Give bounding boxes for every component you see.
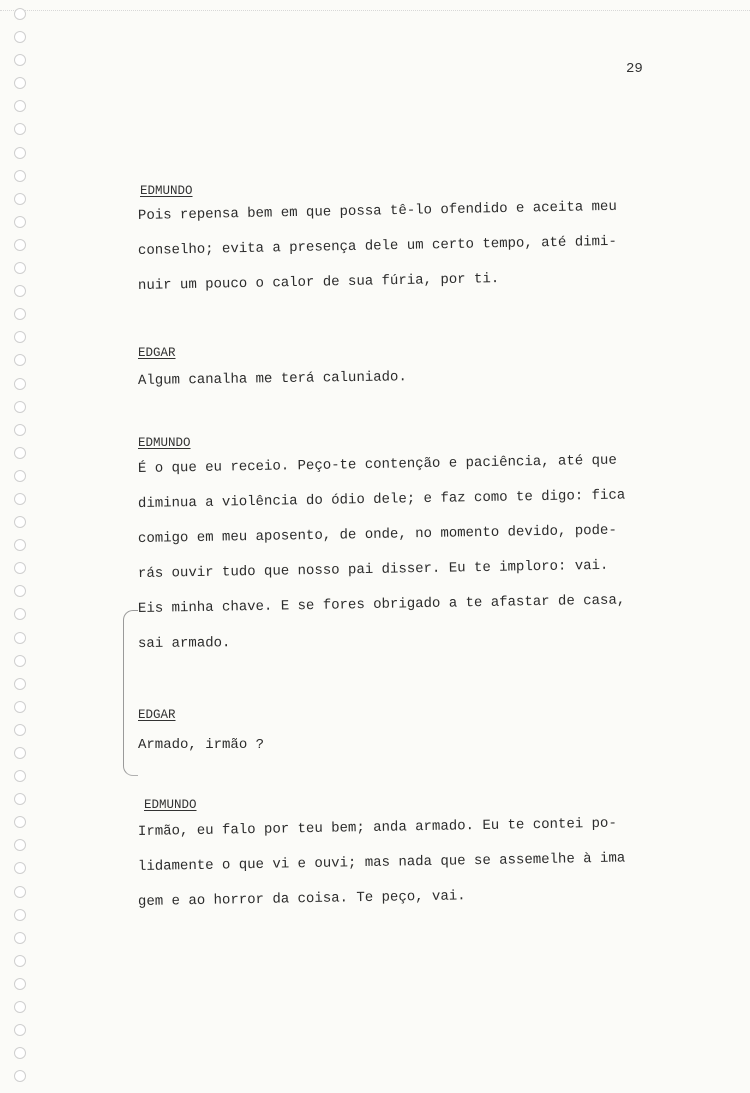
binding-holes	[14, 8, 36, 1093]
dialogue-line: Irmão, eu falo por teu bem; anda armado. Eu te contei po-	[137, 815, 617, 840]
speaker-name: EDMUNDO	[138, 436, 191, 450]
binding-hole	[14, 816, 26, 828]
dialogue-line: gem e ao horror da coisa. Te peço, vai.	[137, 888, 466, 910]
binding-hole	[14, 170, 26, 182]
binding-hole	[14, 354, 26, 366]
binding-hole	[14, 447, 26, 459]
binding-hole	[14, 1070, 26, 1082]
speaker-name: EDMUNDO	[140, 184, 193, 198]
binding-hole	[14, 54, 26, 66]
binding-hole	[14, 8, 26, 20]
dialogue-block-3	[138, 436, 698, 652]
dialogue-line: rás ouvir tudo que nosso pai disser. Eu te imploro: vai.	[137, 557, 609, 582]
binding-hole	[14, 1047, 26, 1059]
binding-hole	[14, 632, 26, 644]
binding-hole	[14, 331, 26, 343]
margin-bracket-mark	[123, 610, 138, 776]
binding-hole	[14, 77, 26, 89]
binding-hole	[14, 585, 26, 597]
dialogue-block-1	[138, 184, 698, 294]
binding-hole	[14, 932, 26, 944]
dialogue-line: diminua a violência do ódio dele; e faz como te digo: fica	[137, 487, 626, 512]
binding-hole	[14, 424, 26, 436]
binding-hole	[14, 285, 26, 297]
binding-hole	[14, 539, 26, 551]
dialogue-block-2	[138, 346, 698, 389]
binding-hole	[14, 909, 26, 921]
dialogue-line: nuir um pouco o calor de sua fúria, por ti.	[137, 271, 500, 294]
dialogue-line: Eis minha chave. E se fores obrigado a te afastar de casa,	[137, 592, 626, 617]
dialogue-line: Armado, irmão ?	[138, 737, 265, 753]
binding-hole	[14, 308, 26, 320]
binding-hole	[14, 655, 26, 667]
binding-hole	[14, 770, 26, 782]
binding-hole	[14, 31, 26, 43]
binding-hole	[14, 401, 26, 413]
binding-hole	[14, 562, 26, 574]
binding-hole	[14, 100, 26, 112]
binding-hole	[14, 239, 26, 251]
speaker-name: EDGAR	[138, 346, 176, 360]
page-number: 29	[626, 61, 643, 77]
dialogue-line: É o que eu receio. Peço-te contenção e paciência, até que	[137, 452, 617, 477]
binding-hole	[14, 378, 26, 390]
binding-hole	[14, 724, 26, 736]
dialogue-line: lidamente o que vi e ouvi; mas nada que se assemelhe à ima	[137, 850, 626, 875]
binding-hole	[14, 678, 26, 690]
binding-hole	[14, 1001, 26, 1013]
binding-hole	[14, 516, 26, 528]
binding-hole	[14, 793, 26, 805]
top-dotted-rule	[0, 10, 750, 11]
binding-hole	[14, 1024, 26, 1036]
binding-hole	[14, 862, 26, 874]
binding-hole	[14, 147, 26, 159]
dialogue-block-4	[138, 708, 698, 753]
dialogue-block-5	[138, 798, 698, 910]
binding-hole	[14, 470, 26, 482]
binding-hole	[14, 193, 26, 205]
binding-hole	[14, 608, 26, 620]
binding-hole	[14, 216, 26, 228]
binding-hole	[14, 747, 26, 759]
binding-hole	[14, 978, 26, 990]
dialogue-line: conselho; evita a presença dele um certo tempo, até dimi-	[137, 233, 617, 259]
speaker-name: EDMUNDO	[144, 798, 197, 812]
dialogue-line: sai armado.	[137, 635, 231, 652]
dialogue-line: Algum canalha me terá caluniado.	[137, 369, 407, 389]
speaker-name: EDGAR	[138, 708, 176, 722]
binding-hole	[14, 701, 26, 713]
binding-hole	[14, 262, 26, 274]
binding-hole	[14, 123, 26, 135]
binding-hole	[14, 839, 26, 851]
binding-hole	[14, 955, 26, 967]
binding-hole	[14, 886, 26, 898]
dialogue-line: comigo em meu aposento, de onde, no momento devido, pode-	[137, 522, 617, 547]
dialogue-line: Pois repensa bem em que possa tê-lo ofendido e aceita meu	[137, 198, 617, 224]
binding-hole	[14, 493, 26, 505]
